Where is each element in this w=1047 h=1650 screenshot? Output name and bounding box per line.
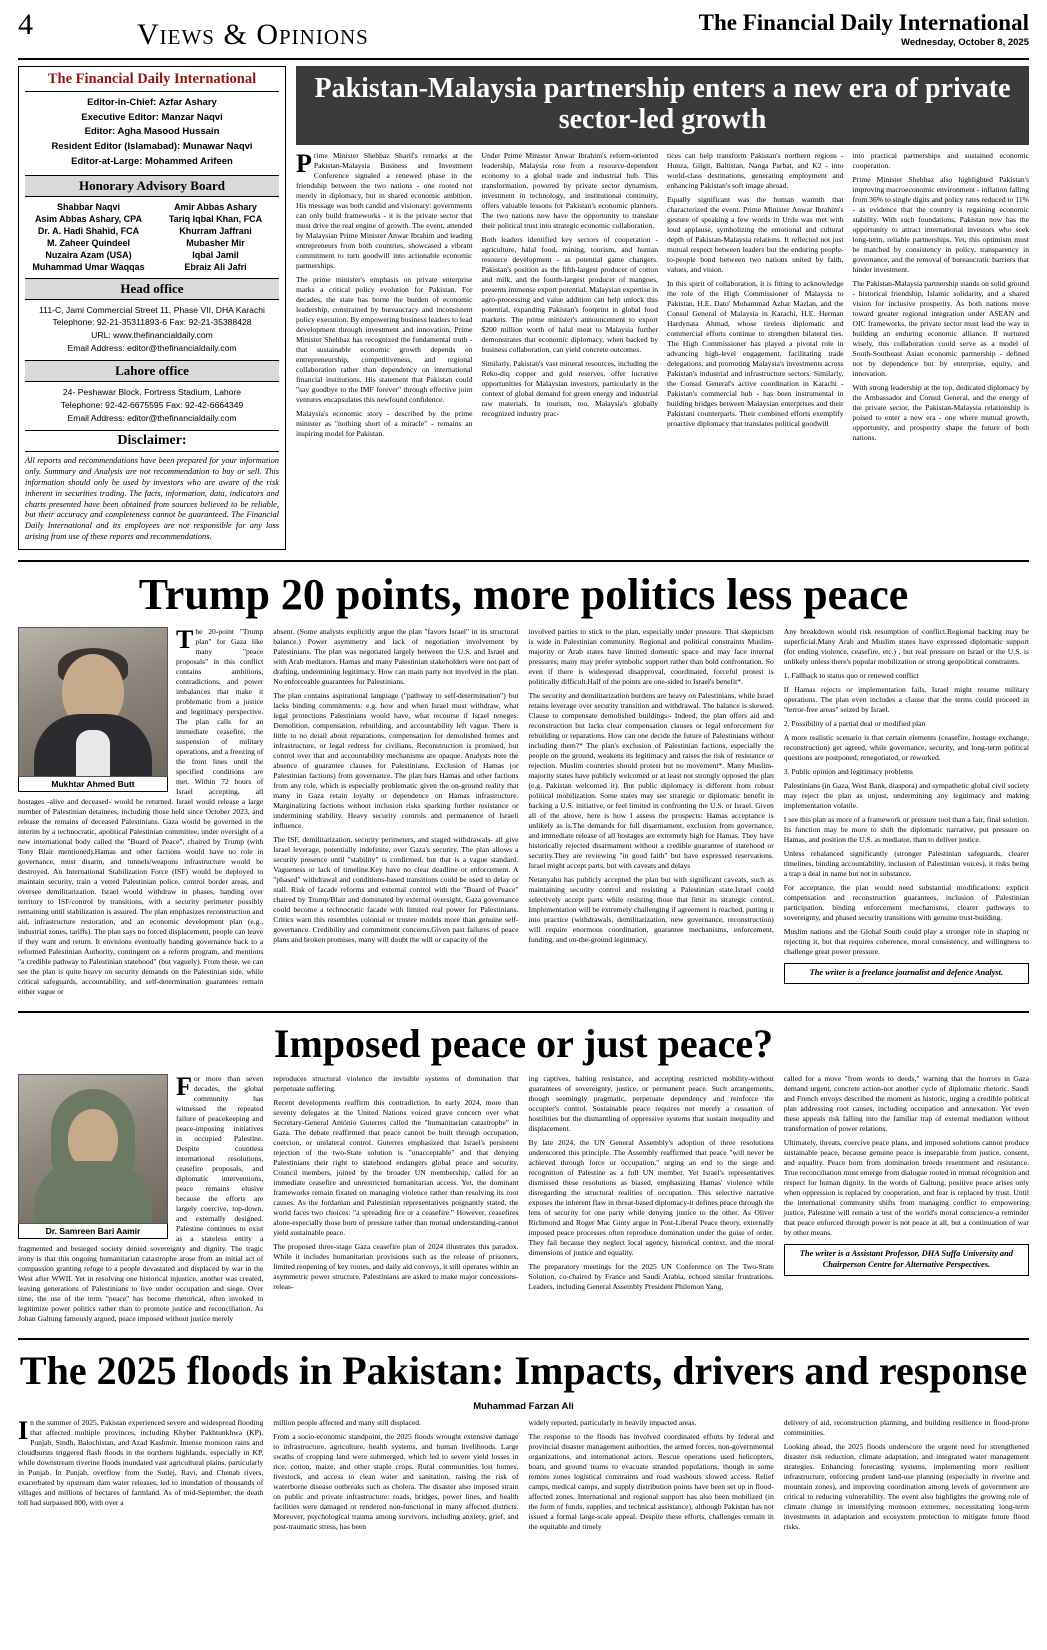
- head-office-details: [25, 304, 279, 356]
- author-portrait: [18, 627, 168, 777]
- writer-note: The writer is a Assistant Professor, DHA Suffa University and Chairperson Centre for Alternative Perspectives.: [784, 1244, 1029, 1276]
- board-member: Dr. A. Hadi Shahid, FCA: [37, 225, 140, 236]
- article-column-1: [18, 1415, 264, 1536]
- paragraph: widely reported, particularly in heavily impacted areas.: [528, 1417, 697, 1427]
- advisory-board-table: [25, 201, 279, 273]
- board-member: Nuzaira Azam (USA): [45, 249, 132, 260]
- lead-column-4: [853, 151, 1030, 447]
- board-member: Khurram Jaffrani: [179, 225, 252, 236]
- paragraph: absent. (Some analysts explicitly argue the plan "favors Israel" in its structural balance.) Power asymmetry and lack of negotiation involvement by Palestinians. The plan was negotiated largely between the U.S. and Israel and with Arab mediators. Hamas and many Palestinian stakeholders were not part of drafting, undermining legitimacy. How can main party not involved in the plan. No enforceable guarantees for Palestinians.: [273, 626, 519, 686]
- paragraph: Recent developments reaffirm this contradiction. In early 2024, more than seventy delegates at the United Nations voiced grave concern over what Secretary-General António Guterres called the "humanitarian catastrophe" in Gaza. The debate reaffirmed that peace cannot be built through occupation, coercion, or unilateral control. Guterres emphasized that Israel's persistent rejection of the two-State solution is "unacceptable" and that denying Palestinians their right to statehood endangers global peace and security. Council members, joined by the broader UN membership, called for an immediate ceasefire and unrestricted humanitarian access. Yet, the dominant frameworks remain fixated on managing violence rather than resolving its root causes. As the Jordanian and Palestinian representatives poignantly stated, the world faces two choices: "a spreading fire or a ceasefire." However, ceasefires alone-especially those born of pressure rather than mutual understanding-cannot yield sustainable peace.: [273, 1097, 519, 1238]
- paragraph: Netanyahu has publicly accepted the plan but with significant caveats, such as maintaining security control and resisting a Palestinian state.Israel could selectively accept parts while resisting those that limit its strategic control. Implementation will be extremely challenging if agreement is reached, putting it into practice (withdrawals, demilitarization, new governance, reconstruction) will require enormous coordination, guarantee mechanisms, enforcement, funding, and on-the-ground legitimacy.: [528, 875, 774, 945]
- article-headline: Trump 20 points, more politics less peace: [138, 570, 909, 620]
- paragraph: Malaysia's economic story - described by the prime minister as "nothing short of a miracle" - remains an inspiring model for Pakistan.: [296, 409, 473, 439]
- article-column-3: [529, 627, 774, 1002]
- paragraph: Prime Minister Shehbaz Sharif's remarks at the Pakistan-Malaysia Business and Investment Conference signaled a renewed phase in the friendship between the two nations - one rooted not merely in diplomacy, but in shared economic ambition. His message was both candid and visionary: governments can only build frameworks - it is the private sector that must drive the real engine of growth. The event, attended by Malaysian Prime Minister Anwar Ibrahim and leading entrepreneurs from both countries, showcased a vibrant commitment to turn goodwill into actionable economic partnerships.: [296, 148, 473, 270]
- office-line: 24- Peshawar Block, Fortress Stadium, Lahore: [62, 387, 242, 398]
- paragraph: The ISF, demilitarization, security perimeters, and staged withdrawals- all give Israel leverage, potentially indefinite, over Gaza's security. The plan allows a security presence until "stability" is confirmed, but that is a vague standard. Vagueness or lack of timeline.Key have no clear deadline or enforcement. A "phased" withdrawal and conditions-based transitions could be used to delay or stall. Risk of facade reforms and external control with the "Board of Peace" chaired by Trump/Blair and dominated by external oversight, Gaza governance could become a technocratic facade with limited real power for Palestinians. Critics warn this resembles colonial or trustee models more than genuine self-governance. Credibility and commitment concerns.Given past failures of peace plans and broken promises, many will doubt the will or capacity of the: [273, 835, 519, 945]
- paragraph: The preparatory meetings for the 2025 UN Conference on The Two-State Solution, co-chaired by France and Saudi Arabia, echoed similar frustrations. Leaders, including General Assembly President Philemon Yang,: [528, 1262, 774, 1292]
- board-member: Muhammad Umar Waqqas: [32, 261, 145, 272]
- article-column-2: [273, 1074, 518, 1328]
- portrait-head: [68, 1109, 118, 1169]
- lead-story: [296, 66, 1029, 447]
- paragraph: A more realistic scenario is that certain elements (ceasefire, hostage exchange, reconstruction) get agreed, while governance, security, and long-term political questions are postponed, renegotiated, or reworked.: [783, 732, 1029, 762]
- paragraph: into practical partnerships and sustained economic cooperation.: [852, 150, 1029, 170]
- paragraph: Ultimately, threats, coercive peace plans, and imposed solutions cannot produce sustainable peace, because genuine peace is inseparable from justice, consent, and equality. Peace born from domination breeds resentment and resistance. True reconciliation must emerge from dialogue rooted in mutual recognition and respect for human dignity. In the words of Galtung, positive peace arises only when oppression is replaced by cooperation, and fear is replaced by trust. Until the international community shifts from managing conflict to empowering justice, Palestine will remain a test of the world's moral conscience-a reminder that peace enforced through power is not peace at all, but a continuation of war by other means.: [783, 1137, 1029, 1238]
- imprint-staff: [25, 96, 279, 170]
- table-row: [25, 237, 279, 249]
- article-columns: [18, 1415, 1029, 1536]
- article-trump: [0, 562, 1047, 1001]
- article-column-3: [529, 1074, 774, 1328]
- page-masthead: [0, 0, 1047, 54]
- office-line[interactable]: URL: www.thefinancialdaily.com: [91, 330, 213, 341]
- top-area: [0, 60, 1047, 550]
- imprint-box: [18, 66, 286, 550]
- article-column-4: [784, 627, 1029, 1002]
- paragraph: Prime Minister Shehbaz also highlighted Pakistan's improving macroeconomic environment - inflation falling from 36% to single digits and policy rates reduced to 11% - as evidence that the country is regaining economic stability. With such foundations, Pakistan now has the opportunity to attract international investors who seek long-term, reliable partnerships. Yet, this optimism must be matched by consistency in policy, transparency in governance, and the removal of bureaucratic barriers that hinder investment.: [852, 174, 1029, 274]
- paragraph: Under Prime Minister Anwar Ibrahim's reform-oriented leadership, Malaysia rose from a resource-dependent economy to a global trade and industrial hub. This transformation, powered by private sector dynamism, investment in technology, and institutional continuity, offers valuable lessons for Pakistan's economic planners. The two nations now have the opportunity to translate their political trust into strategic economic collaboration.: [481, 150, 658, 230]
- article-floods: [0, 1340, 1047, 1536]
- paragraph: Similarly, Pakistan's vast mineral resources, including the Reko-diq copper and gold reserves, offer lucrative opportunities for Malaysian investors, particularly in the context of global demand for green energy and industrial raw materials. In tourism, too, Malaysia's globally recognized industry prac-: [481, 359, 658, 419]
- board-member: Tariq Iqbal Khan, FCA: [168, 213, 263, 224]
- article-column-4: [784, 1418, 1029, 1536]
- paragraph: Any breakdown would risk resumption of conflict.Regional backing may be superficial.Many Arab and Muslim states have expressed diplomatic support (for ending violence, ceasefire, etc.) , but real pressure on Israel or the U.S. is unlikely unless there's popular mobilization or strong geopolitical constraints.: [783, 626, 1029, 666]
- portrait-body: [34, 1161, 152, 1223]
- article-column-2: [273, 627, 518, 1002]
- paragraph: For more than seven decades, the global community has witnessed the repeated failure of peacekeeping and peace-imposing initiatives in occupied Palestine. Despite countless international resolutions, ceasefire proposals, and diplomatic interventions, peace remains elusive because the efforts are largely coercive, top-down, and externally designed. Palestine continues to exist as a stateless entity a fragmented and besieged society denied sovereignty and dignity. The tragic irony is that this ongoing humanitarian catastrophe arose from an initial act of compassion granting refuge to a people devastated and displaced by war in the West after WWII. Yet in resolving one historical injustice, another was created, leaving generations of Palestinians to live under occupation and siege. Over time, the use of the term "peace" has become rhetorical, often invoked to legitimize power politics rather than to promote justice and reconciliation. As Johan Galtung famously argued, peace imposed without justice merely: [18, 1071, 264, 1324]
- staff-line: Editor: Agha Masood Hussain: [84, 126, 220, 138]
- article-byline: Muhammad Farzan Ali: [473, 1400, 574, 1412]
- office-line[interactable]: Email Address: editor@thefinancialdaily.com: [67, 412, 237, 423]
- paragraph: called for a move "from words to deeds," warning that the horrors in Gaza demand urgent, concrete action-not another cycle of diplomatic rhetoric. Saudi and French envoys described the moment as historic, urging a credible political plan addressing root causes, including occupation and annexation. Yet even these appeals risk falling into the familiar trap of external mediation without transformation of power relations.: [783, 1073, 1029, 1133]
- paragraph: For acceptance, the plan would need substantial modifications: explicit compensation and reconstruction guarantees, inclusion of Palestinian participation, binding enforcement mechanisms, clearer pathways to sovereignty, and phased security transitions with genuine trust-building.: [783, 883, 1029, 923]
- paragraph: Muslim nations and the Global South could play a stronger role in shaping or rejecting it, but that requires coherence, moral consistency, and willingness to challenge great power pressure.: [783, 927, 1029, 957]
- office-line: 111-C, Jami Commercial Street 11, Phase VII, DHA Karachi: [39, 304, 265, 315]
- article-column-2: [273, 1418, 518, 1536]
- paragraph: reproduces structural violence the invisible systems of domination that perpetuate suffering.: [273, 1073, 519, 1093]
- office-line[interactable]: Email Address: editor@thefinancialdaily.com: [67, 343, 237, 354]
- paragraph: Both leaders identified key sectors of cooperation - agriculture, halal food, mining, tourism, and human resource development - as potential game changers. Pakistan's position as the fifth-largest producer of cotton and milk, and the fourth-largest producer of mangoes, presents immense export potential. Malaysian expertise in agro-processing and value addition can help unlock this potential, expanding Pakistan's footprint in global food markets. The prime minister's announcement to export $200 million worth of halal meat to Malaysia further demonstrates that economic diplomacy, when backed by business collaboration, can yield concrete outcomes.: [481, 234, 659, 355]
- board-member: Ebraiz Ali Jafri: [184, 261, 247, 272]
- page-number: 4: [18, 8, 33, 41]
- paragraph: ing captives, halting resistance, and accepting restricted mobility-without guarantees of sovereignty, justice, or permanent peace. Such arrangements, though seemingly pragmatic, perpetuate dependency and reinforce the occupier's control. Sustainable peace requires not merely a cessation of hostilities but the dismantling of oppressive systems that sustain inequality and displacement.: [528, 1073, 774, 1133]
- staff-line: Executive Editor: Manzar Naqvi: [81, 111, 223, 123]
- disclaimer-text: All reports and recommendations have been prepared for your information only. Summary and Analysis are not recommendation to buy or sell. This information should only be used by investors who are aware of the risk inherent in securities trading. The facts, information, data, indicators and charts presented have been obtained from sources believed to be reliable, but their accuracy and completeness cannot be guaranteed. The Financial Daily International and its employees are not responsible for any loss arising from use of these reports and recommendations.: [25, 455, 279, 542]
- table-row: [25, 249, 279, 261]
- table-row: [25, 201, 279, 213]
- paragraph: The security and demilitarization burdens are heavy on Palestinians, while Israel retains leverage over security transition and withdrawal. The balance is skewed. Clause to compensate demolished buildings:- Indeed, the plan offers aid and reconstruction but lacks clear compensation clauses or legal enforcement for rebuilding or reparations. How can one decide the future of Palestinians without including them?* The plan's exclusion of Palestinian factions, especially the people on the ground, weakens its legitimacy and raises the risk of resistance or rejection. Muslim countries should protest but no movement*. Many Muslim-majority states have publicly welcomed or at least not strongly opposed the plan (e.g. Pakistan welcomed it). But public diplomacy is different from robust political mobilization. Some states may see strategic or diplomatic benefit in backing a U.S. initiative, or feel limited in confronting the U.S. or Israel. Given all of the above, here is how I assess the prospects: Hamas acceptance is unlikely as is.The demands for full disarmament, exclusion from governance, and immediate release of all hostages are extremely high for Hamas. They have historically rejected disarmament without a credible guarantee of statehood or security.They are reviewing "in good faith" but have expressed reservations. Israel might accept parts, but with caveats and delays: [528, 690, 774, 871]
- article-column-3: [529, 1418, 774, 1536]
- staff-line: Resident Editor (Islamabad): Munawar Naqvi: [51, 141, 253, 153]
- author-caption: Dr. Samreen Bari Aamir: [18, 1224, 168, 1239]
- advisory-board-title: Honorary Advisory Board: [25, 175, 279, 197]
- paragraph: From a socio-economic standpoint, the 2025 floods wrought extensive damage to infrastructure, agriculture, health systems, and human livelihoods. Large swaths of cropping land were submerged, which led to severe yield losses in rice, cotton, maize, and other staple crops. Rural communities lost homes, livestock, and access to clean water and sanitation, raising the risk of waterborne disease outbreaks such as cholera. The disaster also imposed strain on public and private infrastructure: roads, bridges, power lines, and health facilities were damaged or rendered non-functional in many affected districts. Moreover, psychological trauma among survivors, including anxiety, grief, and post-traumatic stress, has been: [273, 1431, 519, 1531]
- table-row: [25, 225, 279, 237]
- paragraph: 2. Possibility of a partial deal or modified plan: [783, 718, 926, 728]
- imprint-title: The Financial Daily International: [25, 71, 279, 92]
- board-member: Asim Abbas Ashary, CPA: [34, 213, 143, 224]
- board-member: M. Zaheer Quindeel: [46, 237, 131, 248]
- paragraph: tices can help transform Pakistan's northern regions - Hunza, Gilgit, Baltistan, Nanga Parbat, and K2 - into world-class destinations, generating employment and enhancing Pakistan's soft image abroad.: [667, 150, 844, 190]
- office-line: Telephone: 92-21-35311893-6 Fax: 92-21-35388428: [52, 317, 252, 328]
- author-portrait: [18, 1074, 168, 1224]
- paragraph: The proposed three-stage Gaza ceasefire plan of 2024 illustrates this paradox. While it includes humanitarian provisions such as the release of prisoners, limited reopening of key routes, and daily aid convoys, it still operates within an asymmetric power structure. Palestinians are asked to make major concessions-releas-: [273, 1242, 519, 1292]
- author-photo-wrap: [18, 627, 168, 792]
- lead-headline: Pakistan-Malaysia partnership enters a new era of private sector-led growth: [296, 66, 1029, 145]
- board-member: Amir Abbas Ashary: [174, 201, 257, 212]
- paragraph: Unless rebalanced significantly (stronger Palestinian safeguards, clearer timelines, binding accountability, inclusion of Palestinian voices), it risks being a trap a deal in name but not in substance.: [783, 849, 1029, 879]
- head-office-title: Head office: [25, 278, 279, 300]
- paragraph: Looking ahead, the 2025 floods underscore the urgent need for strengthened disaster risk reduction, climate adaptation, and integrated water management strategies. Enhancing forecasting systems, implementing more resilient infrastructure, enforcing prudent land-use planning (especially in riverine and mountain zones), and improving coordination among levels of government are critical to reducing vulnerability. The event also highlights the growing role of climate change in intensifying monsoon extremes, necessitating long-term investments in adaptation and ecosystem protection to mitigate future flood risks.: [783, 1441, 1029, 1531]
- board-member: Shabbar Naqvi: [56, 201, 121, 212]
- article-headline: Imposed peace or just peace?: [273, 1021, 774, 1067]
- paragraph: The response to the floods has involved coordinated efforts by federal and provincial disaster management authorities, the armed forces, non-governmental organizations, and international actors. Rescue operations used helicopters, boats, and ground teams to evacuate stranded populations, though in some remote zones logistical constraints and road washouts slowed access. Relief camps, medical camps, and supply distribution points have been set up in flood-affected zones. International and regional support has also been mobilized (in the form of funds, supplies, and technical assistance), although Pakistan has not issued a formal large-scale appeal. Despite these efforts, challenges remain in the equitable and timely: [528, 1431, 774, 1531]
- brand-name: The Financial Daily International: [698, 10, 1029, 35]
- article-imposed-peace: [0, 1013, 1047, 1328]
- paragraph: involved parties to stick to the plan, especially under pressure. That skepticism is wide in Palestinian community. Regional and political constraints Muslim-majority or Arab states have limited domestic space and may face internal pressures; many may prefer symbolic support rather than bold confrontation. So even if there is widespread disapproval, coordinated, forceful protest is politically difficult.Half of the points are one-sided to Israel's benefit*.: [528, 626, 774, 686]
- lead-column-2: [482, 151, 659, 447]
- article-column-4: [784, 1074, 1029, 1328]
- paragraph: I see this plan as more of a framework or pressure tool than a fair, final solution. Its function may be more to shift the diplomatic narrative, put pressure on Hamas, and position the U.S. as mediator, than to deliver justice.: [783, 815, 1029, 845]
- paragraph: By late 2024, the UN General Assembly's adoption of three resolutions underscored this principle. The Assembly reaffirmed that peace "will never be achieved through force or occupation," urging an end to the siege and recognition of Palestine as a full UN member. Yet Israel's representatives dismissed these resolutions as biased, emphasizing Hamas' violence while disregarding the structural realities of occupation. This selective narrative exposes the inherent flaw in threat-based diplomacy-it defines peace through the lens of security for one party while denying justice to the other. As Oliver Richmond and Roger Mac Ginty argue in Post-Liberal Peace theory, externally imposed peace processes often reproduce domination under the guise of order. They fail because they neglect local agency, historical context, and the moral dimensions of justice and equality.: [528, 1137, 774, 1258]
- table-row: [25, 213, 279, 225]
- lahore-office-details: [25, 386, 279, 425]
- disclaimer-title: Disclaimer:: [25, 430, 279, 452]
- paragraph: Equally significant was the human warmth that characterized the event. Prime Minister Anwar Ibrahim's gesture of speaking a few words in Urdu was met with loud applause, symbolizing the emotional and cultural depth of Pakistan-Malaysia relations. It reflected not just mutual respect between leaders but the enduring people-to-people bond between two nations united by faith, values, and vision.: [667, 194, 844, 274]
- lead-column-3: [667, 151, 844, 447]
- article-columns: [18, 1071, 1029, 1328]
- author-caption: Mukhtar Ahmed Butt: [18, 777, 168, 792]
- brand-block: [699, 10, 1029, 48]
- paragraph: With strong leadership at the top, dedicated diplomacy by the Ambassador and Consul General, and the energy of the private sector, the Pakistan-Malaysia relationship is poised to enter a new era - one where mutual growth, opportunity, and prosperity shape the future of both nations.: [852, 383, 1029, 443]
- article-column-1: [18, 624, 264, 1002]
- lahore-office-title: Lahore office: [25, 360, 279, 382]
- paragraph: The prime minister's emphasis on private enterprise marks a critical policy evolution for Pakistan. For decades, the state has borne the burden of economic leadership, constrained by bureaucracy and inconsistent policy execution. By empowering business leaders to lead development through investment and innovation, Prime Minister Shehbaz has recognized the fundamental truth - that sustainable economic growth depends on entrepreneurship, competitiveness, and regional collaboration rather than dependency on international financial institutions. His statement that Pakistan could "say goodbye to the IMF forever" through effective joint ventures encapsulates this newfound confidence.: [296, 274, 473, 405]
- board-member: Iqbal Jamil: [192, 249, 239, 260]
- staff-line: Editor-in-Chief: Azfar Ashary: [87, 97, 217, 108]
- issue-date: Wednesday, October 8, 2025: [901, 37, 1029, 49]
- paragraph: 3. Public opinion and legitimacy problems: [783, 767, 913, 777]
- paragraph: The 20-point "Trump plan" for Gaza like many "peace proposals" in this conflict contains ambitions, contradictions, and power imbalances that make it problematic from a justice and legitimacy perspective. The plan calls for an immediate ceasefire, the suspension of military operations, and a freezing of the front lines until the specified conditions are met. Within 72 hours of Israel accepting, all hostages -alive and deceased- would be returned. Israel would release a large number of Palestinian detainees, including those held since October 2023, and release the remains of deceased Palestinians. Gaza would be governed in the interim by a technocratic, apolitical Palestinian committee, under oversight of a new international body called the "Board of Peace", chaired by Trump (with Tony Blair mentioned).Hamas and other factions would have no role in governance, must disarm, and tunnels/weapons infrastructure would be destroyed. An International Stabilization Force (ISF) would be deployed to maintain security, train a vetted Palestinian police, control border areas, and oversee demilitarization. Israel would withdraw in phases, handing over territory to ISF/control by transitions, with a security perimeter possibly remaining until stabilization is assured. The plan emphasizes reconstruction and aid, infrastructure restoration, and an economic development plan (e.g., industrial zones, tariffs). The plan says no forced displacement, people can leave if they want and return. It envisions eventually handing governance back to a reformed Palestinian Authority, contingent on a reform program, and mentions "a credible pathway to Palestinian statehood" (but vaguely). From these, we can see the plan is quite heavy on security demands on the Palestinian side, while critical safeguards, accountability, and self-determination guarantees remain either vague or: [18, 624, 264, 997]
- paragraph: delivery of aid, reconstruction planning, and building resilience in flood-prone communities.: [783, 1417, 1029, 1437]
- article-column-1: [18, 1071, 264, 1328]
- paragraph: In this spirit of collaboration, it is fitting to acknowledge the role of the High Commissioner of Malaysia to Pakistan, H.E. Dato' Mohammad Azhar Mazlan, and the Consul General of Malaysia in Karachi, H.E. Herman Hardynata Ahmad, whose tireless diplomatic and commercial efforts continue to strengthen bilateral ties. The High Commissioner has played a pivotal role in advancing high-level engagement, facilitating trade delegations, and promoting Malaysia's investments across Pakistan's industrial and infrastructure sectors. Similarly, the Consul General's active coordination in Karachi - Pakistan's commercial hub - has been instrumental in building bridges between Malaysian enterprises and their Pakistani counterparts. Their combined efforts exemplify proactive diplomacy that translates political goodwill: [667, 278, 844, 429]
- paragraph: The Pakistan-Malaysia partnership stands on solid ground - historical friendship, Islamic solidarity, and a shared vision for inclusive prosperity. As both nations move toward greater regional integration under ASEAN and OIC frameworks, the private sector must lead the way in building an enduring economic alliance. If nurtured wisely, this collaboration could serve as a model of South-Southeast Asian economic partnership - defined not by dependence but by enterprise, equity, and innovation.: [852, 278, 1029, 379]
- section-title: Views & Opinions: [137, 18, 369, 51]
- board-member: Mubasher Mir: [186, 237, 245, 248]
- staff-line: Editor-at-Large: Mohammed Arifeen: [71, 155, 233, 167]
- article-columns: [18, 624, 1029, 1002]
- paragraph: The plan contains aspirational language ("pathway to self-determination") but lacks binding commitments: e.g. how and when Israel must withdraw, what legal protections Palestinians would have, what recourse if Israel reneges. Demolition, compensation, rebuilding, and accountability left vague. There is little to no detail about reparations, compensation for demolished homes and infrastructure, or legal redress for civilians. Reconstruction is promised, but control over that and accountability mechanisms are opaque. Analysts note the absence of guarantee clauses for Palestinians. Exclusion of Hamas (or Palestinian factions) from governance. The plan bars Hamas and other factions from any role, which is especially problematic given the on-ground reality that many in Gaza retain loyalty or dependence on Hamas infrastructure. Marginalizing factions without inclusion risks sparking further resistance or undermining stability. Heavy security controls and permanence of Israeli influence.: [273, 690, 519, 831]
- paragraph: If Hamas rejects or implementation fails, Israel might resume military operations. The plan even includes a clause that the terms could proceed in "terror-free areas" seized by Israel.: [783, 684, 1029, 714]
- portrait-shirt: [76, 730, 110, 776]
- lead-column-1: [296, 148, 473, 447]
- paragraph: In the summer of 2025, Pakistan experienced severe and widespread flooding that affected multiple provinces, including Khyber Pakhtunkhwa (KP), Punjab, Sindh, Balochistan, and Azad Kashmir. Intense monsoon rains and cloudbursts triggered flash floods in the northern highlands, especially in KP, while downstream riverine floods inundated vast agricultural plains, particularly in Punjab. In Punjab, overflow from the Sutlej, Ravi, and Chenab rivers, exacerbated by upstream dam water releases, led to inundation of thousands of villages and millions of hectares of farmland. As of mid-September, the death toll had surpassed 800, with over a: [18, 1415, 264, 1507]
- paragraph: million people affected and many still displaced.: [273, 1417, 421, 1427]
- table-row: [25, 261, 279, 273]
- writer-note: The writer is a freelance journalist and defence Analyst.: [784, 963, 1029, 984]
- article-headline: The 2025 floods in Pakistan: Impacts, drivers and response: [19, 1348, 1028, 1394]
- paragraph: Palestinians (in Gaza, West Bank, diaspora) and sympathetic global civil society may reject the plan as unjust, undermining any legitimacy and making implementation volatile.: [783, 781, 1029, 811]
- author-photo-wrap: [18, 1074, 168, 1239]
- paragraph: 1. Fallback to status quo or renewed conflict: [783, 670, 919, 680]
- lead-columns: [296, 148, 1029, 447]
- office-line: Telephone: 92-42-6675595 Fax: 92-42-6664349: [60, 400, 244, 411]
